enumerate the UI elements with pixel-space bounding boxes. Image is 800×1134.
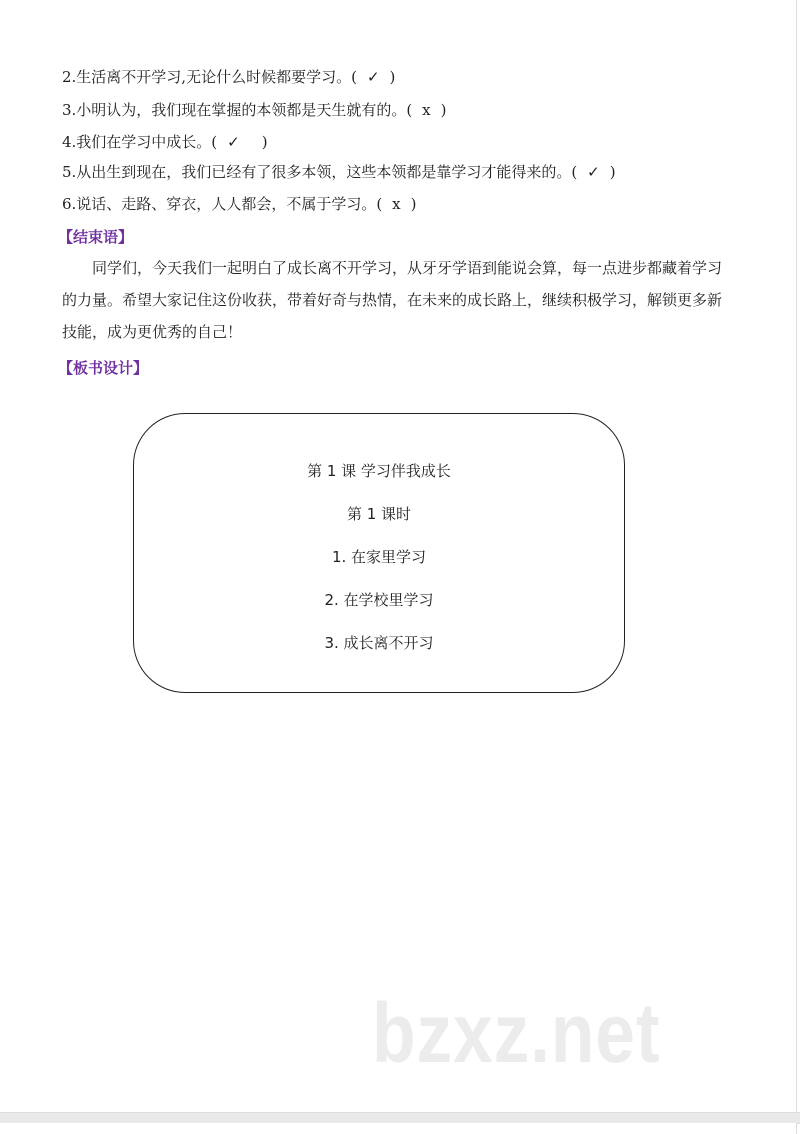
- next-page: [0, 1123, 797, 1134]
- board-item: 2. 在学校里学习: [324, 591, 434, 609]
- closing-paragraph: 同学们，今天我们一起明白了成长离不开学习，从牙牙学语到能说会算，每一点进步都藏着学习的力量。希望大家记住这份收获，带着好奇与热情，在未来的成长路上，继续积极学习，解锁更多新技能，成为更优秀的自己！: [62, 259, 723, 341]
- check-answer: ✓: [366, 68, 380, 86]
- cross-answer: x: [392, 195, 401, 213]
- board-item: 3. 成长离不开习: [324, 634, 434, 652]
- check-answer: ✓: [227, 133, 240, 151]
- cross-answer: x: [422, 101, 431, 119]
- board-design-box: [133, 413, 625, 693]
- question-6: 6.说话、走路、穿衣，人人都会，不属于学习。( x ): [62, 195, 417, 213]
- watermark: bzxz.net: [372, 986, 661, 1080]
- closing-heading: 【结束语】: [58, 228, 134, 246]
- question-2: 2.生活离不开学习,无论什么时候都要学习。( ✓ ): [62, 68, 396, 86]
- question-5: 5.从出生到现在，我们已经有了很多本领，这些本领都是靠学习才能得来的。( ✓ ): [62, 163, 616, 181]
- question-4: 4.我们在学习中成长。( ✓ ): [62, 133, 268, 151]
- check-answer: ✓: [587, 163, 600, 181]
- board-title: 第 1 课 学习伴我成长: [307, 462, 451, 480]
- board-item: 1. 在家里学习: [331, 548, 427, 566]
- board-subtitle: 第 1 课时: [346, 505, 412, 523]
- board-heading: 【板书设计】: [58, 359, 149, 377]
- question-3: 3.小明认为，我们现在掌握的本领都是天生就有的。( x ): [62, 101, 447, 119]
